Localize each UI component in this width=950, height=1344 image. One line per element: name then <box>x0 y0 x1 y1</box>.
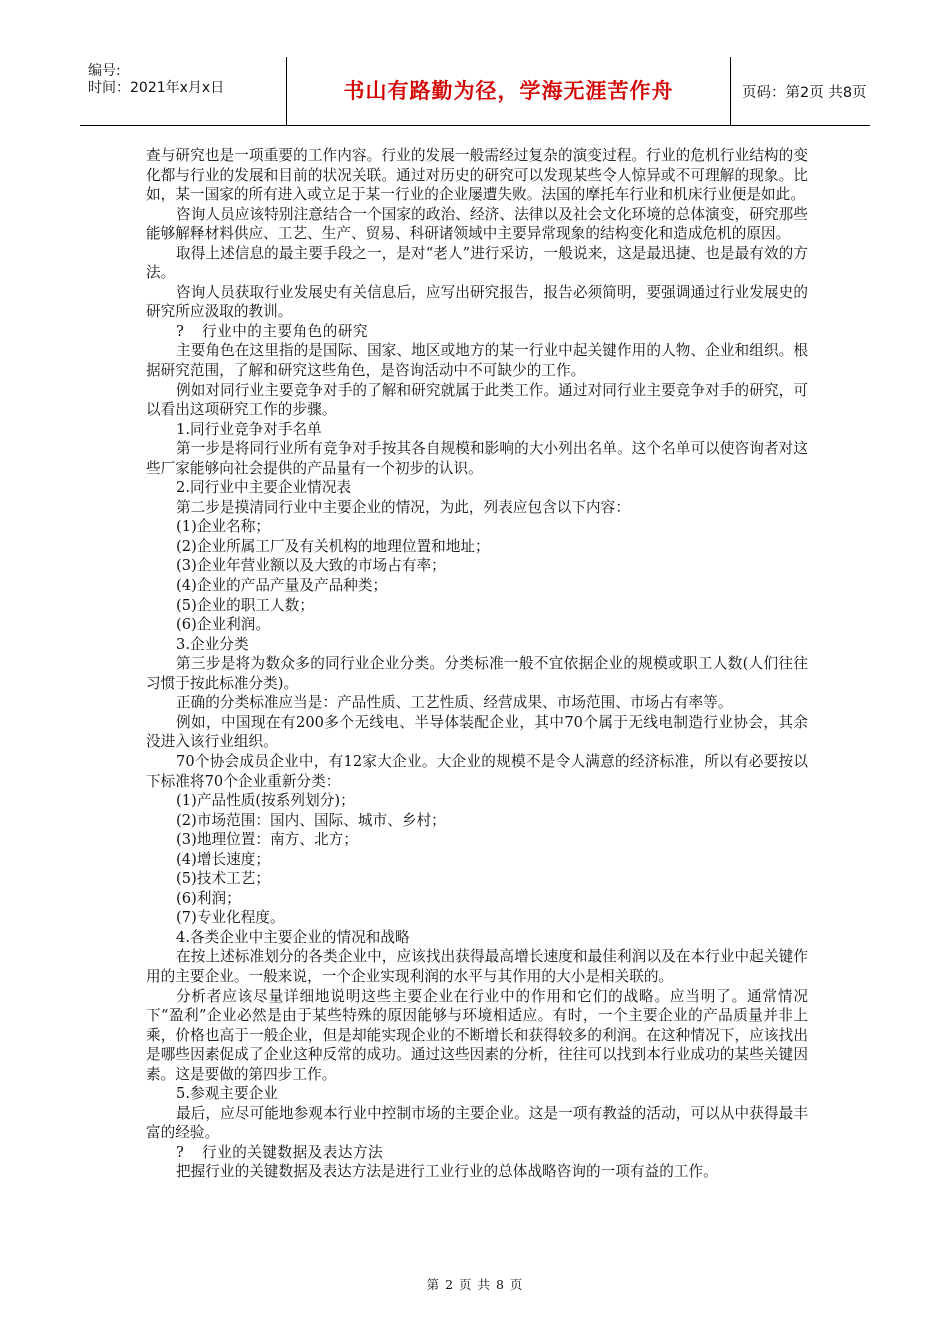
section-heading-text: 行业中的主要角色的研究 <box>202 322 369 340</box>
paragraph: 例如，中国现在有200多个无线电、半导体装配企业，其中70个属于无线电制造行业协会，其余没进入该行业组织。 <box>146 713 808 751</box>
list-item: (6)利润； <box>176 889 241 907</box>
bullet-marker: ? <box>176 322 184 340</box>
paragraph: 正确的分类标准应当是：产品性质、工艺性质、经营成果、市场范围、市场占有率等。 <box>176 694 733 712</box>
header-divider <box>730 57 731 125</box>
list-item: (1)企业名称； <box>176 518 271 536</box>
section-heading <box>146 322 808 342</box>
list-item: 3.企业分类 <box>176 635 249 653</box>
document-body <box>146 146 808 1182</box>
list-item: (7)专业化程度。 <box>176 909 285 927</box>
paragraph: 咨询人员应该特别注意结合一个国家的政治、经济、法律以及社会文化环境的总体演变，研究那些能够解释材料供应、工艺、生产、贸易、科研诸领域中主要异常现象的结构变化和造成危机的原因。 <box>146 205 808 243</box>
page-footer: 第 2 页 共 8 页 <box>426 1277 524 1292</box>
paragraph: 把握行业的关键数据及表达方法是进行工业行业的总体战略咨询的一项有益的工作。 <box>176 1163 718 1181</box>
paragraph: 第一步是将同行业所有竞争对手按其各自规模和影响的大小列出名单。这个名单可以使咨询者对这些厂家能够向社会提供的产品量有一个初步的认识。 <box>146 440 808 477</box>
paragraph: 查与研究也是一项重要的工作内容。行业的发展一般需经过复杂的演变过程。行业的危机行业结构的变化都与行业的发展和目前的状况关联。通过对历史的研究可以发现某些令人惊异或不可理解的现象。比如，某一国家的所有进入或立足于某一行业的企业屡遭失败。法国的摩托车行业和机床行业便是如此。 <box>146 147 808 204</box>
list-item: (3)地理位置：南方、北方； <box>176 831 358 849</box>
page-header <box>80 57 870 126</box>
paragraph: 主要角色在这里指的是国际、国家、地区或地方的某一行业中起关键作用的人物、企业和组织。根据研究范围，了解和研究这些角色，是咨询活动中不可缺少的工作。 <box>146 342 808 380</box>
bullet-marker: ? <box>176 1143 184 1161</box>
header-page-code: 页码：第2页 共8页 <box>742 85 867 101</box>
paragraph: 在按上述标准划分的各类企业中，应该找出获得最高增长速度和最佳利润以及在本行业中起关键作用的主要企业。一般来说，一个企业实现利润的水平与其作用的大小是相关联的。 <box>146 948 808 985</box>
list-item: 第二步是摸清同行业中主要企业的情况，为此，列表应包含以下内容： <box>176 498 630 516</box>
list-item: (2)企业所属工厂及有关机构的地理位置和地址； <box>176 537 490 555</box>
paragraph: 例如对同行业主要竞争对手的了解和研究就属于此类工作。通过对同行业主要竞争对手的研究，可以看出这项研究工作的步骤。 <box>146 381 808 419</box>
list-item: 5.参观主要企业 <box>176 1085 278 1103</box>
paragraph: 第三步是将为数众多的同行业企业分类。分类标准一般不宜依据企业的规模或职工人数(人们往往习惯于按此标准分类)。 <box>146 655 808 692</box>
list-item: (3)企业年营业额以及大致的市场占有率； <box>176 557 446 575</box>
header-meta <box>88 63 284 97</box>
paragraph: 咨询人员获取行业发展史有关信息后，应写出研究报告，报告必须简明，要强调通过行业发展史的研究所应汲取的教训。 <box>146 283 808 321</box>
list-item: 2.同行业中主要企业情况表 <box>176 479 352 497</box>
paragraph: 70个协会成员企业中，有12家大企业。大企业的规模不是令人满意的经济标准，所以有必要按以下标准将70个企业重新分类： <box>146 752 808 790</box>
header-motto: 书山有路勤为径，学海无涯苦作舟 <box>343 79 674 103</box>
paragraph: 最后，应尽可能地参观本行业中控制市场的主要企业。这是一项有教益的活动，可以从中获得最丰富的经验。 <box>146 1104 808 1142</box>
section-heading <box>146 1143 808 1163</box>
list-item: (5)技术工艺； <box>176 870 271 888</box>
list-item: (6)企业利润。 <box>176 616 271 634</box>
list-item: (5)企业的职工人数； <box>176 596 314 614</box>
list-item: 4.各类企业中主要企业的情况和战略 <box>176 928 410 946</box>
paragraph: 分析者应该尽量详细地说明这些主要企业在行业中的作用和它们的战略。应当明了。通常情况下“盈利”企业必然是由于某些特殊的原因能够与环境相适应。有时，一个主要企业的产品质量并非上乘，价格也高于一般企业，但是却能实现企业的不断增长和获得较多的利润。在这种情况下，应该找出是哪些因素促成了企业这种反常的成功。通过这些因素的分析，往往可以找到本行业成功的某些关键因素。这是要做的第四步工作。 <box>146 987 808 1083</box>
document-number-label: 编号: <box>88 63 121 79</box>
paragraph: 取得上述信息的最主要手段之一，是对“老人”进行采访，一般说来，这是最迅捷、也是最有效的方法。 <box>146 244 808 282</box>
list-item: (4)增长速度； <box>176 850 271 868</box>
document-time-label: 时间：2021年x月x日 <box>88 80 225 96</box>
list-item: (4)企业的产品产量及产品种类； <box>176 577 388 595</box>
list-item: (2)市场范围：国内、国际、城市、乡村； <box>176 811 446 829</box>
section-heading-text: 行业的关键数据及表达方法 <box>202 1143 384 1161</box>
list-item: (1)产品性质(按系列划分)； <box>176 792 355 810</box>
list-item: 1.同行业竞争对手名单 <box>176 420 322 438</box>
